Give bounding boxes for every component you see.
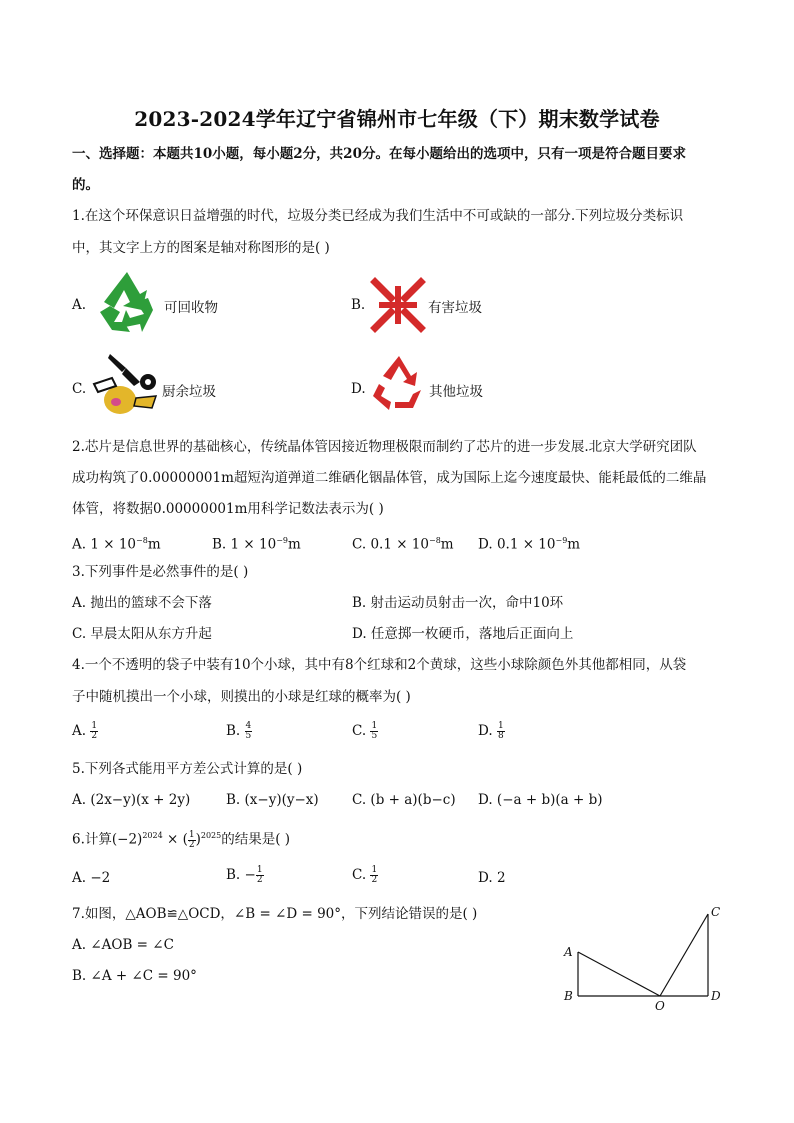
point-label-c: C	[711, 905, 721, 919]
q1-option-a-label: 可回收物	[164, 300, 218, 316]
q4-option-c: C. $\frac{1}{5}$	[352, 721, 378, 741]
point-label-a: A	[564, 945, 573, 959]
q5-stem: 5.下列各式能用平方差公式计算的是( )	[72, 761, 303, 777]
section-header-line-2: 的。	[72, 177, 99, 193]
q5-option-c: C. (b + a)(b−c)	[352, 792, 456, 808]
q6-stem: 6.计算$(-2)^{2024}$ × ( $\frac{1}{2}$ )$^{2025}$的结果是( )	[72, 829, 291, 850]
q5-option-b: B. (x−y)(y−x)	[226, 792, 319, 808]
q3-stem: 3.下列事件是必然事件的是( )	[72, 564, 249, 580]
q7-stem: 7.如图，△AOB≌△OCD，∠B = ∠D = 90°，下列结论错误的是( )	[72, 906, 478, 922]
q6-option-c: C. $\frac{1}{2}$	[352, 865, 378, 885]
segment-oc	[660, 914, 708, 996]
section-header-line-1: 一、选择题：本题共10小题，每小题2分，共20分。在每小题给出的选项中，只有一项是符合题目要求	[72, 146, 686, 162]
q7-option-b: B. ∠A + ∠C = 90°	[72, 968, 197, 984]
q1-option-c-letter: C.	[72, 381, 87, 397]
q3-option-a: A. 抛出的篮球不会下落	[72, 595, 212, 611]
q1-option-d-label: 其他垃圾	[429, 384, 483, 400]
hazardous-waste-icon	[369, 276, 427, 334]
q6-option-b: B. − $\frac{1}{2}$	[226, 865, 263, 885]
q1-option-a-letter: A.	[72, 297, 87, 313]
q1-option-b-label: 有害垃圾	[428, 300, 482, 316]
q1-option-d-letter: D.	[351, 381, 366, 397]
q6-option-a: A. −2	[72, 870, 111, 886]
point-label-b: B	[564, 989, 573, 1003]
q4-stem-line-1: 4.一个不透明的袋子中装有10个小球，其中有8个红球和2个黄球，这些小球除颜色外其他都相同，从袋	[72, 657, 687, 673]
page-title: 2023-2024学年辽宁省锦州市七年级（下）期末数学试卷	[134, 107, 660, 131]
q6-option-d: D. 2	[478, 870, 506, 886]
q2-option-a: A. $1 \times 10^{-8}m$	[72, 536, 161, 553]
q4-option-d: D. $\frac{1}{8}$	[478, 721, 504, 741]
q4-stem-line-2: 子中随机摸出一个小球，则摸出的小球是红球的概率为( )	[72, 689, 411, 705]
q3-option-c: C. 早晨太阳从东方升起	[72, 626, 212, 642]
point-label-o: O	[655, 999, 665, 1013]
q1-option-c-label: 厨余垃圾	[162, 384, 216, 400]
q5-option-d: D. (−a + b)(a + b)	[478, 792, 603, 808]
point-label-d: D	[711, 989, 721, 1003]
q3-option-d: D. 任意掷一枚硬币，落地后正面向上	[352, 626, 574, 642]
q1-option-b-letter: B.	[351, 297, 366, 313]
other-waste-icon	[369, 352, 429, 414]
q3-option-b: B. 射击运动员射击一次，命中10环	[352, 595, 564, 611]
q1-stem-line-2: 中，其文字上方的图案是轴对称图形的是( )	[72, 240, 330, 256]
q2-stem-line-2: 成功构筑了0.00000001m超短沟道弹道二维硒化铟晶体管，成为国际上迄今速度最快、能耗最低的二维晶	[72, 470, 707, 486]
kitchen-waste-icon	[90, 348, 162, 420]
q2-stem-line-1: 2.芯片是信息世界的基础核心，传统晶体管因接近物理极限而制约了芯片的进一步发展.北京大学研究团队	[72, 439, 697, 455]
segment-ao	[578, 952, 660, 996]
q7-option-a: A. ∠AOB = ∠C	[72, 937, 174, 953]
q2-option-b: B. $1 \times 10^{-9}m$	[212, 536, 301, 553]
recycle-icon	[90, 266, 164, 340]
q2-option-d: D. $0.1 \times 10^{-9}m$	[478, 536, 581, 553]
q4-option-b: B. $\frac{4}{5}$	[226, 721, 252, 741]
q5-option-a: A. (2x−y)(x + 2y)	[72, 792, 191, 808]
q2-stem-line-3: 体管，将数据0.00000001m用科学记数法表示为( )	[72, 501, 384, 517]
q2-option-c: C. $0.1 \times 10^{-8}m$	[352, 536, 454, 553]
q1-stem-line-1: 1.在这个环保意识日益增强的时代，垃圾分类已经成为我们生活中不可或缺的一部分.下列垃圾分类标识	[72, 208, 684, 224]
q7-geometry-figure	[556, 900, 736, 1015]
q4-option-a: A. $\frac{1}{2}$	[72, 721, 98, 741]
